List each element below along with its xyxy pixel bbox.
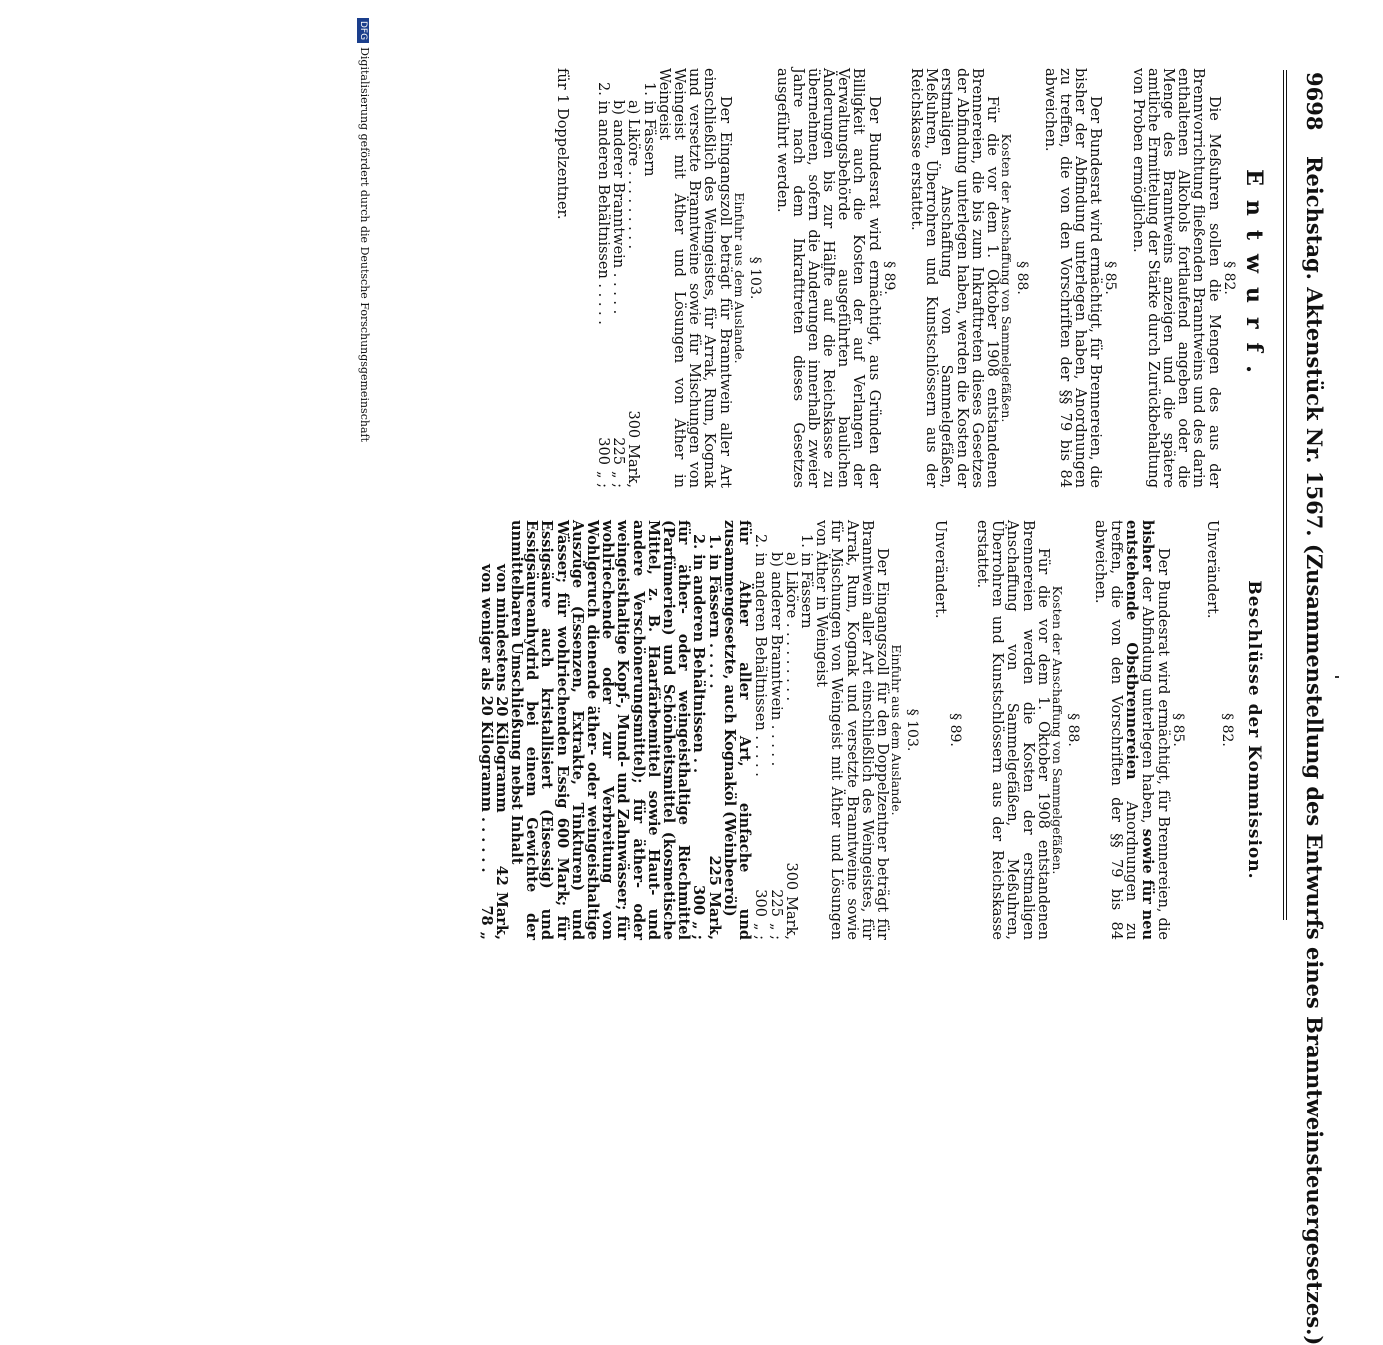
tariff-label: b) anderer Branntwein . . . . . [610,100,627,315]
section-82-label: § 82. [1220,261,1237,295]
section-88-label: § 88. [1014,261,1031,295]
tariff-unit: „ ; [690,921,708,940]
text-run: der Abfindung unterlegen haben, [1138,571,1155,829]
tariff-amount: 300 [782,862,799,891]
tariff-value [610,437,625,488]
tariff-label: 1. in Fässern [640,82,657,177]
tariff-value [478,905,493,940]
section-103-label: § 103. [747,256,764,300]
tariff-row [494,550,509,940]
section-85-label: § 85. [1170,713,1187,747]
tariff-label: 1. in Fässern . . . . . [705,534,723,689]
tariff-row [640,68,655,488]
tariff-amount: 300 [625,410,642,439]
tariff-value [752,889,767,940]
tariff-amount: 78 [477,905,495,926]
tariff-unit: Mark, [492,891,510,940]
tariff-label: 1. in Fässern [797,534,814,629]
tariff-label: a) Liköre . . . . . . . . . [782,552,799,702]
tariff-row [610,68,625,488]
section-85-text [1092,520,1170,940]
column-draft [553,68,1267,488]
section-103-subtitle: Einfuhr aus dem Auslande. [731,192,747,364]
emphasis-run: bisher [1138,520,1156,572]
tariff-value [691,885,706,940]
ether-tariff-list [691,520,721,940]
section-88-text: Für die vor dem 1. Oktober 1908 entstandenen Brennereien, die bis zum Inkrafttreten dieses Gesetzes der Abfindung unterlegen haben, werden die Kosten der erstmaligen Anschaffung von Sammelgefäßen, Meßuhren, Überrohren und Kunstschlössern aus der Reichskasse erstattet. [907,68,1000,488]
tariff-row [478,550,493,940]
tariff-unit: „ ; [610,470,627,488]
tariff-unit: „ ; [595,470,612,488]
tariff-amount: 300 [752,889,769,917]
section-82-text: Die Meßuhren sollen die Mengen des aus der Brennvorrichtung fließenden Branntweins und des darin enthaltenen Alkohols fortlaufend angeben oder die Menge des Branntweins anzeigen und die spätere amtliche Ermittelung der Stärke durch Zurückbehaltung von Proben ermöglichen. [1129,68,1222,488]
tariff-value [625,410,640,488]
tariff-amount: 225 [767,889,784,917]
column-commission [477,520,1264,940]
tariff-amount: 225 [705,855,723,886]
tariff-label: 2. in anderen Behältnissen . . . . . [752,534,769,777]
tariff-value [494,866,509,940]
tariff-row [752,520,767,940]
scan-mark [1335,676,1339,678]
section-103-footer: für 1 Doppelzentner. [553,68,570,220]
section-103-label: § 103. [904,708,921,752]
section-88-subtitle: Kosten der Anschaffung von Sammelgefäßen. [1049,585,1065,875]
section-103-subtitle: Einfuhr aus dem Auslande. [889,644,905,816]
text-run: Der Bundesrat wird ermächtigt, für Brennereien, die [1155,548,1172,940]
tariff-row [707,520,722,940]
tariff-value [707,856,722,940]
section-89-label: § 89. [946,713,963,747]
section-88-subtitle: Kosten der Anschaffung von Sammelgefäßen. [999,133,1015,423]
page-number: 9698 [1302,72,1327,131]
tariff-value [767,889,782,940]
tariff-list [595,68,656,488]
page-header-title: Reichstag. Aktenstück Nr. 1567. (Zusammenstellung des Entwurfs eines Branntweinsteuergesetzes.) [1302,156,1327,1345]
tariff-unit: „ ; [767,922,784,940]
section-88-label: § 88. [1065,713,1082,747]
tariff-value [783,862,798,940]
section-85-label: § 85. [1102,261,1119,295]
section-82-label: § 82. [1218,713,1235,747]
column-heading-commission: Beschlüsse der Kommission. [1244,580,1264,880]
tariff-label: von weniger als 20 Kilogramm . . . . . . [477,564,495,873]
section-85-text: Der Bundesrat wird ermächtigt, für Brennereien, die bisher der Abfindung unterlegen haben, Anordnungen zu treffen, die von den Vorschriften der §§ 79 bis 84 abweichen. [1041,68,1104,488]
section-82-text: Unverändert. [1203,520,1220,619]
header-rule [1283,70,1287,920]
tariff-row [767,520,782,940]
tariff-amount: 300 [690,884,708,916]
tariff-value [595,437,610,488]
tariff-row [691,520,706,940]
tariff-unit: Mark, [625,444,642,488]
tariff-amount: 225 [610,437,627,465]
perfume-text: für äther- oder weingeisthaltige Riechmittel (Parfümerien) und Schönheitsmittel (kosmetische Mittel, z. B. Haarfärbemittel sowie Haut- und andere Verschönerungsmittel); für äther- oder weingeisthaltige Kopf-, Mund- und Zahnwässer; für wohlriechende oder zur Verbreitung von Wohlgeruch dienende äther- oder weingeisthaltige Auszüge (Essenzen, Extrakte, Tinkturen) und Wässer; für wohlriechenden Essig 600 Mark; für Essigsäure auch kristallisiert (Eisessig) und Essigsäureanhydrid bei einem Gewichte der unmittelbaren Umschließung nebst Inhalt [508,520,693,940]
tariff-row [625,68,640,488]
tariff-value [640,482,655,488]
section-89-label: § 89. [880,261,897,295]
tariff-unit: Mark, [782,896,799,940]
digitization-note [351,18,371,442]
tariff-label: 2. in anderen Behältnissen . . . . . [595,82,612,325]
tariff-unit: „ ; [752,922,769,940]
section-89-text: Der Bundesrat wird ermächtigt, aus Gründen der Billigkeit auch die Kosten der auf Verlangen der Verwaltungsbehörde ausgeführten baulichen Änderungen bis zur Hälfte auf die Reichskasse zu übernehmen, sofern die Änderungen innerhalb zweier Jahre nach dem Inkrafttreten dieses Gesetzes ausgeführt werden. [774,68,882,488]
tariff-label: von mindestens 20 Kilogramm [492,564,510,813]
tariff-unit: „ [477,931,495,940]
tariff-unit: Mark, [705,891,723,940]
tariff-value [798,934,813,940]
tariff-amount: 300 [595,437,612,465]
tariff-label: a) Liköre . . . . . . . . . [625,100,642,250]
tariff-amount: 42 [492,865,510,886]
dfg-logo: DFG [357,18,369,43]
text-run: Anordnungen zu treffen, die von den Vorschriften der §§ 79 bis 84 abweichen. [1092,520,1139,940]
acid-tariff-list [478,520,508,940]
tariff-label: 2. in anderen Behältnissen . . [690,534,708,774]
section-89-text: Unverändert. [931,520,948,619]
section-88-text: Für die vor dem 1. Oktober 1908 entstandenen Brennereien werden die Kosten der erstmaligen Anschaffung von Sammelgefäßen, Meßuhren, Überrohren und Kunstschlössern aus der Reichskasse erstattet. [973,520,1051,940]
tariff-label: b) anderer Branntwein . . . . . [767,552,784,767]
section-103-text: Der Eingangszoll beträgt für Branntwein aller Art einschließlich des Weingeistes, für Arrak, Rum, Kognak und versetzte Branntweine sowie für Mischungen von Weingeist mit Äther und Lösungen von Äther in Weingeist [655,68,733,488]
section-103-text: Der Eingangszoll für den Doppelzentner beträgt für Branntwein aller Art einschließlich des Weingeistes, für Arrak, Rum, Kognak und versetzte Branntweine sowie für Mischungen von Weingeist mit Äther und Lösungen von Äther in Weingeist [813,520,890,940]
tariff-row [798,520,813,940]
tariff-row [595,68,610,488]
emphasis-run: sowie für neu entstehende Obstbrennereien [1122,520,1156,940]
digitization-note-text: Digitalisierung gefördert durch die Deutsche Forschungsgemeinschaft [358,47,371,442]
tariff-list [752,520,813,940]
ether-intro: für Äther aller Art, einfache und zusammengesetzte, auch Kognaköl (Weinbeeröl) [720,520,754,940]
column-heading-draft: Entwurf. [1241,169,1267,387]
tariff-row [783,520,798,940]
